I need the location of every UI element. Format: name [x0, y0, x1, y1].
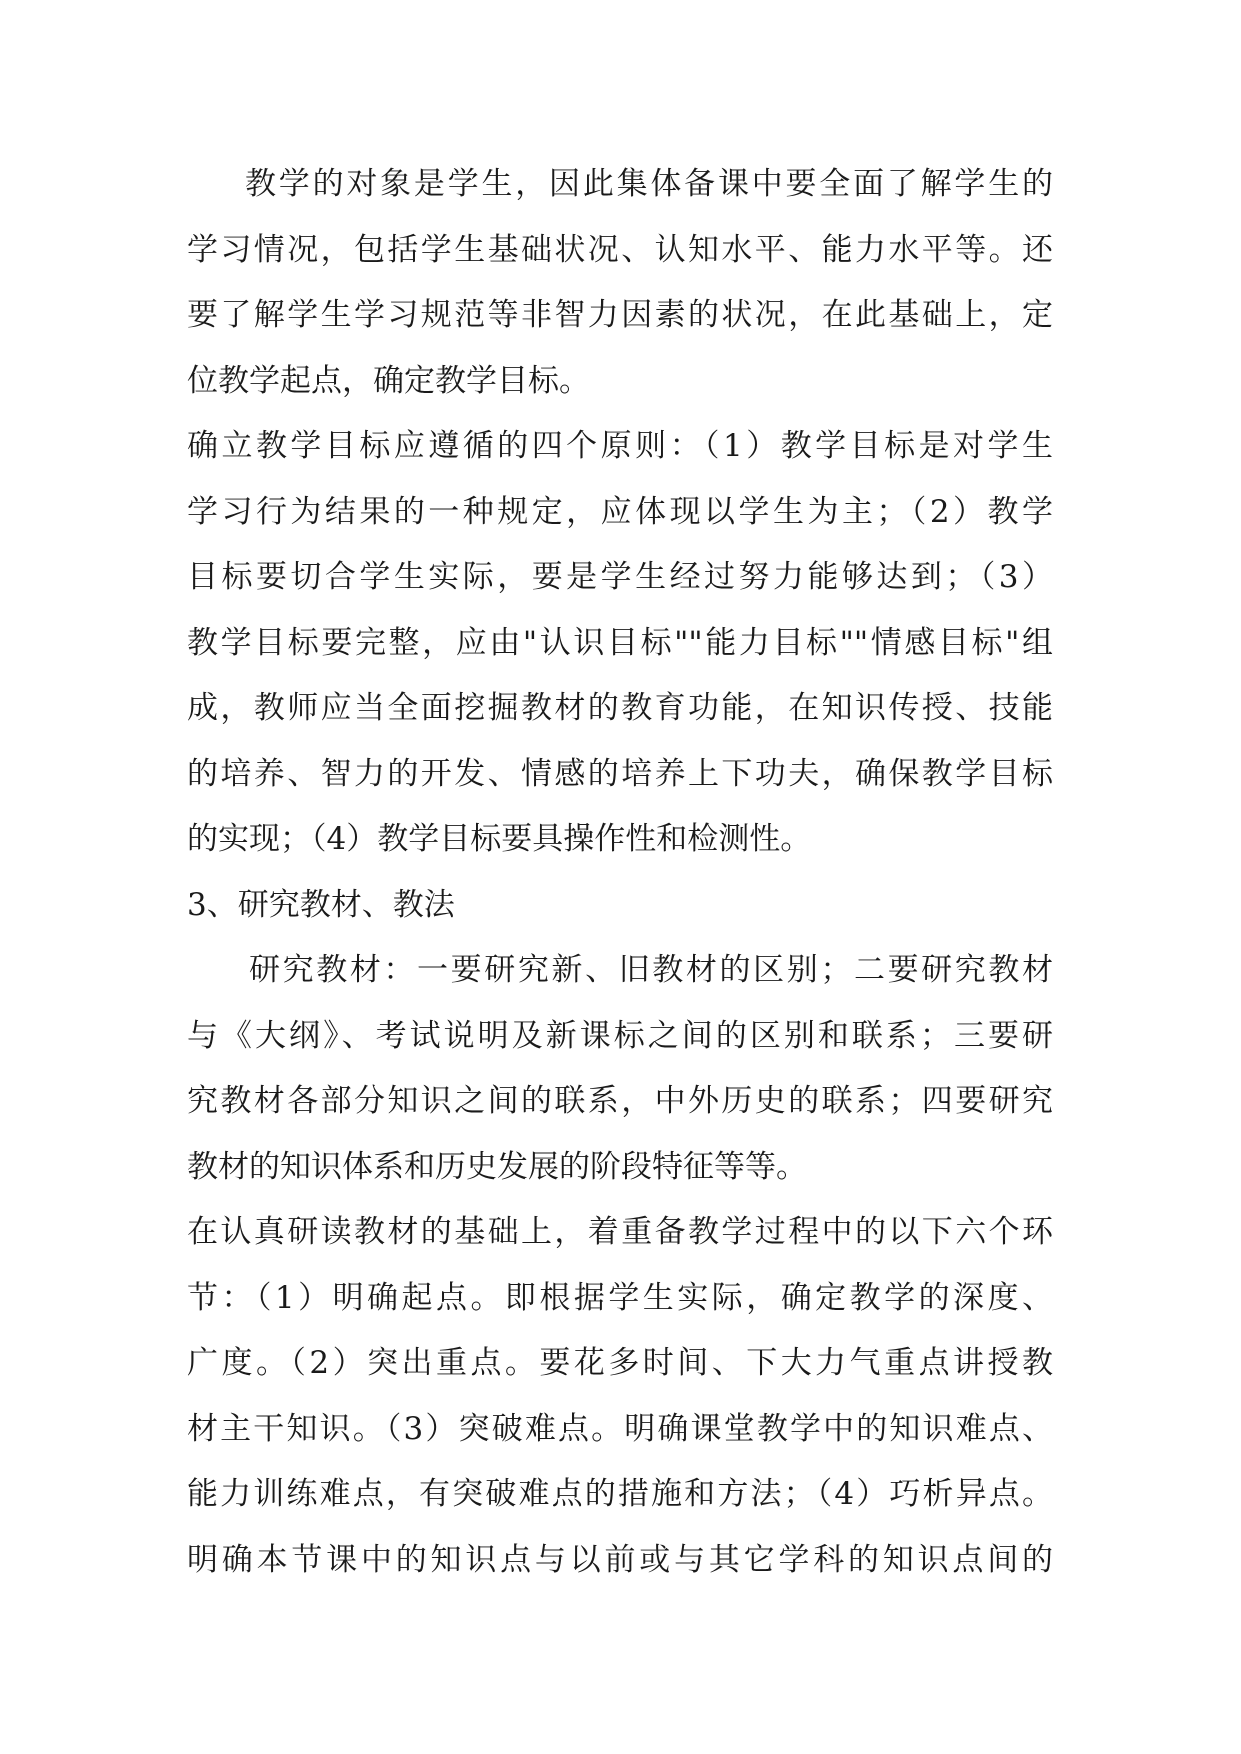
text-line: 要了解学生学习规范等非智力因素的状况，在此基础上，定 — [187, 297, 1053, 333]
text-line: 在认真研读教材的基础上，着重备教学过程中的以下六个环 — [187, 1214, 1053, 1250]
text-line: 教学的对象是学生，因此集体备课中要全面了解学生的 — [245, 166, 1053, 202]
text-line: 成，教师应当全面挖掘教材的教育功能，在知识传授、技能 — [187, 690, 1053, 726]
text-line: 确立教学目标应遵循的四个原则：（1）教学目标是对学生 — [187, 428, 1053, 464]
paragraph-six-steps — [187, 1200, 1053, 1593]
text-line: 学习情况，包括学生基础状况、认知水平、能力水平等。还 — [187, 231, 1053, 268]
text-line: 节：（1）明确起点。即根据学生实际，确定教学的深度、 — [187, 1279, 1053, 1316]
section-heading — [187, 873, 1053, 939]
paragraph-goal-principles — [187, 414, 1053, 873]
paragraph-study-textbook — [187, 938, 1053, 1200]
text-line: 的实现；（4）教学目标要具操作性和检测性。 — [187, 821, 812, 857]
section-heading-text: 3、研究教材、教法 — [187, 886, 455, 923]
text-line: 教材的知识体系和历史发展的阶段特征等等。 — [187, 1148, 807, 1185]
paragraph-student-analysis — [187, 152, 1053, 414]
text-line: 明确本节课中的知识点与以前或与其它学科的知识点间的 — [187, 1541, 1053, 1578]
text-line: 材主干知识。（3）突破难点。明确课堂教学中的知识难点、 — [187, 1410, 1053, 1447]
text-line: 能力训练难点，有突破难点的措施和方法；（4）巧析异点。 — [187, 1476, 1053, 1512]
text-line: 目标要切合学生实际，要是学生经过努力能够达到；（3） — [187, 559, 1053, 595]
text-line: 广度。（2）突出重点。要花多时间、下大力气重点讲授教 — [187, 1345, 1053, 1381]
text-line: 教学目标要完整，应由"认识目标""能力目标""情感目标"组 — [187, 624, 1053, 661]
text-line: 究教材各部分知识之间的联系，中外历史的联系；四要研究 — [187, 1083, 1053, 1119]
text-line: 研究教材：一要研究新、旧教材的区别；二要研究教材 — [249, 952, 1053, 988]
text-line: 学习行为结果的一种规定，应体现以学生为主；（2）教学 — [187, 493, 1053, 530]
text-line: 的培养、智力的开发、情感的培养上下功夫，确保教学目标 — [187, 755, 1053, 792]
document-body — [187, 152, 1053, 1593]
text-line: 位教学起点，确定教学目标。 — [187, 362, 590, 399]
text-line: 与《大纲》、考试说明及新课标之间的区别和联系；三要研 — [187, 1017, 1053, 1054]
